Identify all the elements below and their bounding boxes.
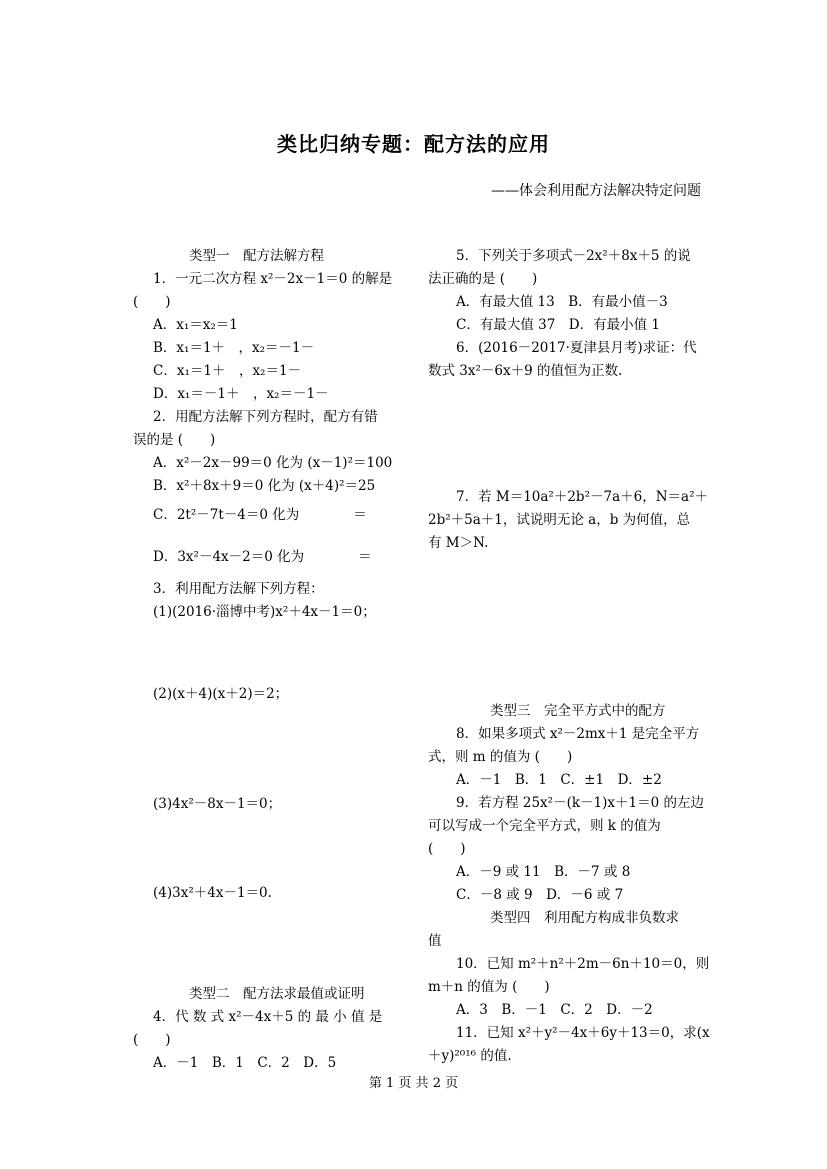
question-2-stem-cont: 误的是 ( )	[133, 432, 216, 448]
question-8-options: A．－1 B．1 C．±1 D．±2	[456, 772, 662, 788]
page-footer: 第 1 页 共 2 页	[368, 1076, 459, 1091]
question-7-stem-cont: 2b²＋5a＋1，试说明无论 a，b 为何值，总	[428, 512, 691, 528]
question-7-stem: 7．若 M＝10a²＋2b²－7a＋6，N＝a²＋	[456, 489, 708, 505]
question-10-options: A．3 B．－1 C．2 D．－2	[456, 1002, 653, 1018]
question-1-stem: 1．一元二次方程 x²－2x－1＝0 的解是	[153, 271, 393, 287]
question-2-option-d: D．3x²－4x－2＝0 化为 ＝	[153, 549, 372, 565]
question-8-stem: 8．如果多项式 x²－2mx＋1 是完全平方	[456, 726, 700, 742]
question-1-option-d: D．x₁＝－1＋ ，x₂＝－1－	[153, 386, 329, 402]
question-2-option-c: C．2t²－7t－4＝0 化为 ＝	[153, 507, 367, 523]
question-10-stem-cont: m＋n 的值为 ( )	[428, 979, 550, 995]
question-3-stem: 3．利用配方法解下列方程：	[153, 581, 324, 597]
page-subtitle: ——体会利用配方法解决特定问题	[491, 183, 701, 199]
question-4-options: A．－1 B．1 C．2 D．5	[153, 1055, 337, 1071]
question-7-stem-end: 有 M＞N.	[428, 535, 489, 551]
question-1-answer-blank: ( )	[133, 294, 171, 310]
question-3-part-1: (1)(2016·淄博中考)x²＋4x－1＝0；	[153, 604, 376, 620]
question-8-stem-cont: 式，则 m 的值为 ( )	[428, 749, 573, 765]
question-6-stem-cont: 数式 3x²－6x＋9 的值恒为正数.	[428, 363, 623, 379]
section-heading-4-cont: 值	[428, 933, 442, 949]
question-2-stem: 2．用配方法解下列方程时，配方有错	[153, 409, 378, 425]
question-9-stem-cont: 可以写成一个完全平方式，则 k 的值为	[428, 818, 661, 834]
question-5-options-ab: A．有最大值 13 B．有最小值－3	[456, 294, 668, 310]
page-title: 类比归纳专题：配方法的应用	[277, 132, 550, 156]
section-heading-4: 类型四 利用配方构成非负数求	[490, 910, 679, 926]
question-1-option-a: A．x₁＝x₂＝1	[153, 317, 238, 333]
question-3-part-4: (4)3x²＋4x－1＝0.	[153, 885, 272, 901]
question-2-option-b: B．x²＋8x＋9＝0 化为 (x＋4)²＝25	[153, 478, 376, 494]
question-5-options-cd: C．有最大值 37 D．有最小值 1	[456, 317, 661, 333]
question-9-stem: 9．若方程 25x²－(k－1)x＋1＝0 的左边	[456, 795, 704, 811]
question-6-stem: 6．(2016－2017·夏津县月考)求证：代	[456, 340, 697, 356]
question-11-stem-cont: ＋y)²⁰¹⁶ 的值.	[428, 1048, 512, 1064]
question-9-answer-blank: ( )	[428, 841, 466, 857]
question-5-stem-cont: 法正确的是 ( )	[428, 271, 538, 287]
question-3-part-3: (3)4x²－8x－1＝0；	[153, 796, 282, 812]
question-9-options-ab: A．－9 或 11 B．－7 或 8	[456, 864, 631, 880]
question-4-stem: 4．代 数 式 x²－4x＋5 的 最 小 值 是	[153, 1009, 383, 1025]
question-11-stem: 11．已知 x²＋y²－4x＋6y＋13＝0，求(x	[456, 1025, 710, 1041]
question-5-stem: 5．下列关于多项式－2x²＋8x＋5 的说	[456, 248, 691, 264]
question-9-options-cd: C．－8 或 9 D．－6 或 7	[456, 887, 624, 903]
question-3-part-2: (2)(x＋4)(x＋2)＝2；	[153, 686, 289, 702]
question-10-stem: 10．已知 m²＋n²＋2m－6n＋10＝0，则	[456, 956, 710, 972]
question-2-option-a: A．x²－2x－99＝0 化为 (x－1)²＝100	[153, 455, 393, 471]
section-heading-3: 类型三 完全平方式中的配方	[490, 703, 666, 719]
question-1-option-b: B．x₁＝1＋ ，x₂＝－1－	[153, 340, 315, 356]
section-heading-1: 类型一 配方法解方程	[189, 248, 324, 264]
section-heading-2: 类型二 配方法求最值或证明	[189, 986, 365, 1002]
question-4-answer-blank: ( )	[133, 1032, 171, 1048]
question-1-option-c: C．x₁＝1＋ ，x₂＝1－	[153, 363, 302, 379]
